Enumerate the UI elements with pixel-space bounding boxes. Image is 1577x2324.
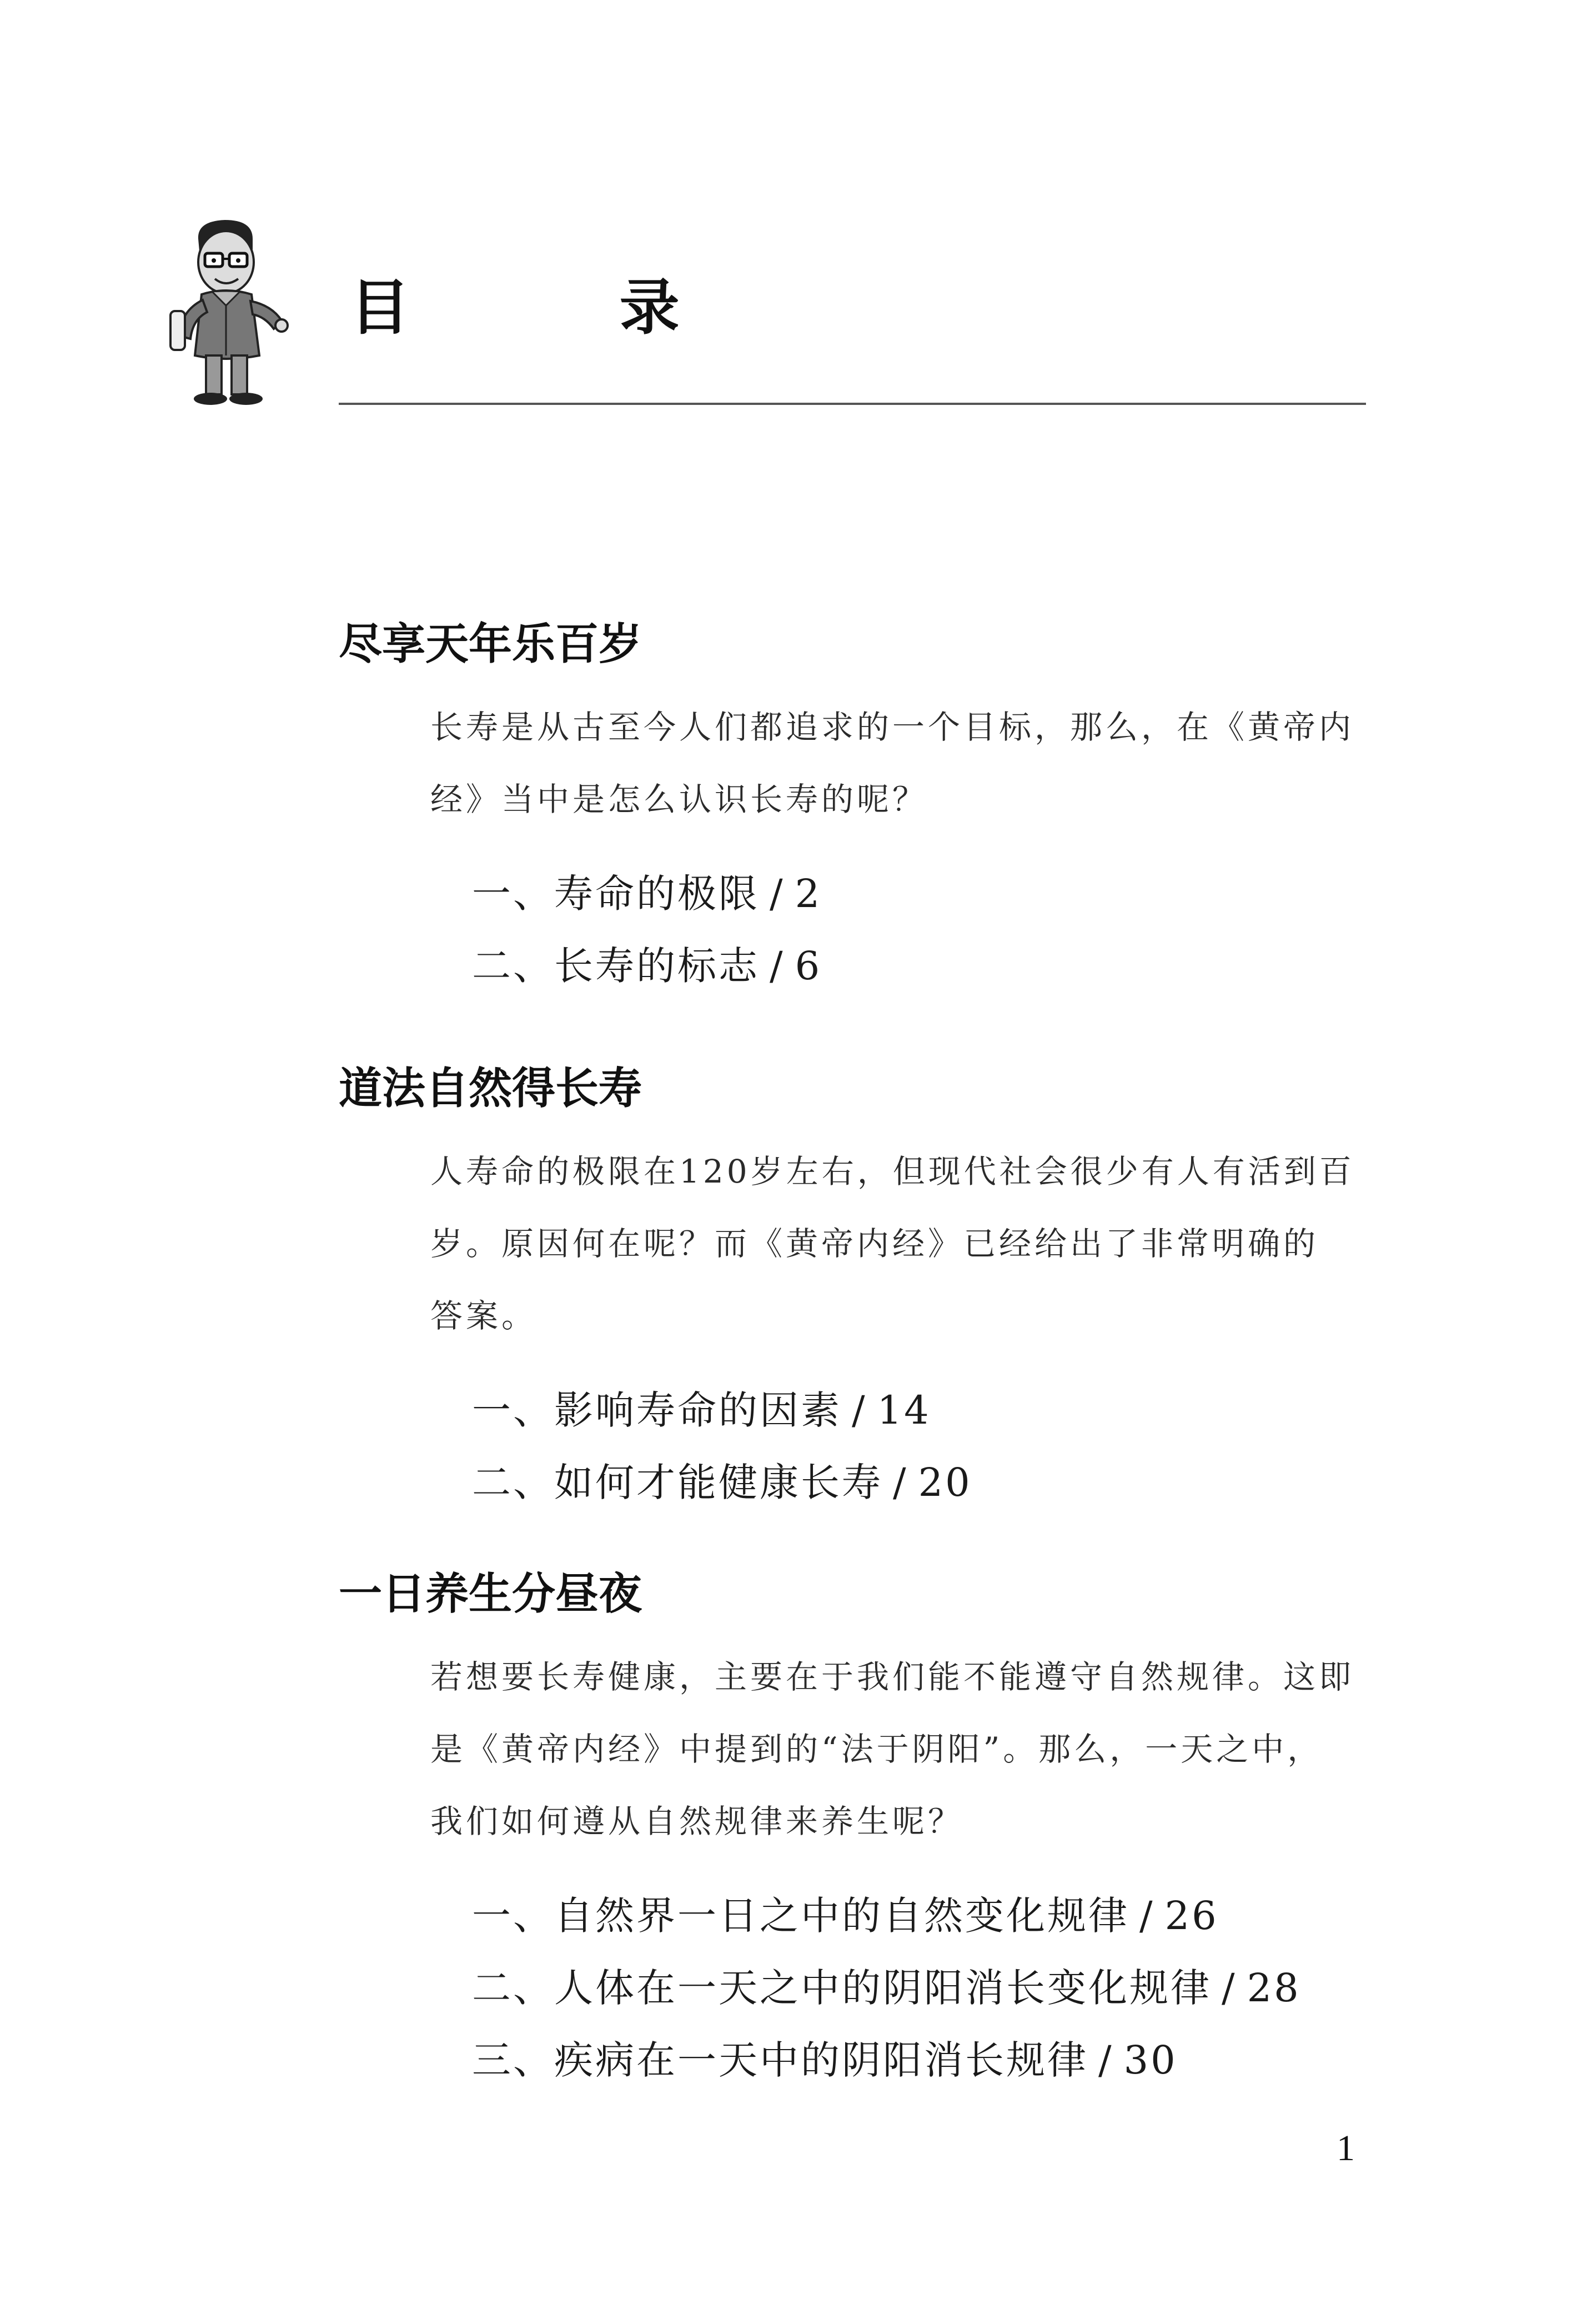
toc-entry[interactable]: 二、如何才能健康长寿 / 20 xyxy=(472,1460,972,1505)
page-number: 1 xyxy=(1337,2128,1355,2168)
section-title: 一日养生分昼夜 xyxy=(339,1569,642,1619)
entry-label: 一、自然界一日之中的自然变化规律 xyxy=(472,1893,1129,1939)
intro-line: 是《黄帝内经》中提到的“法于阴阳”。那么，一天之中， xyxy=(430,1730,1323,1768)
intro-line: 经》当中是怎么认识长寿的呢？ xyxy=(430,780,928,818)
intro-line: 若想要长寿健康，主要在于我们能不能遵守自然规律。这即 xyxy=(430,1658,1355,1696)
entry-page: 2 xyxy=(795,871,822,916)
scholar-mascot-icon xyxy=(164,217,292,408)
toc-section xyxy=(339,1566,1377,2096)
entry-page: 26 xyxy=(1164,1893,1219,1939)
entry-page: 6 xyxy=(795,943,822,989)
section-title: 尽享天年乐百岁 xyxy=(339,619,642,669)
section-title: 道法自然得长寿 xyxy=(339,1064,642,1114)
toc-entry[interactable]: 二、长寿的标志 / 6 xyxy=(472,943,822,989)
intro-line: 人寿命的极限在120岁左右，但现代社会很少有人有活到百 xyxy=(430,1153,1355,1190)
entry-label: 二、如何才能健康长寿 xyxy=(472,1460,883,1505)
header-divider xyxy=(339,403,1366,405)
entry-page: 20 xyxy=(918,1460,972,1505)
entry-page: 14 xyxy=(877,1388,931,1433)
entry-label: 三、疾病在一天中的阴阳消长规律 xyxy=(472,2037,1088,2083)
toc-entry[interactable]: 三、疾病在一天中的阴阳消长规律 / 30 xyxy=(472,2037,1178,2083)
entry-label: 一、寿命的极限 xyxy=(472,871,760,916)
section-intro xyxy=(430,1135,1355,1352)
toc-entry[interactable]: 一、自然界一日之中的自然变化规律 / 26 xyxy=(472,1893,1219,1939)
section-intro xyxy=(430,1641,1355,1857)
intro-line: 岁。原因何在呢？而《黄帝内经》已经给出了非常明确的 xyxy=(430,1225,1319,1263)
toc-entry[interactable]: 一、影响寿命的因素 / 14 xyxy=(472,1388,931,1433)
entry-label: 二、长寿的标志 xyxy=(472,943,760,989)
entry-label: 二、人体在一天之中的阴阳消长变化规律 xyxy=(472,1965,1212,2011)
page-title: 目 录 xyxy=(350,273,774,343)
section-intro xyxy=(430,691,1355,835)
entry-page: 28 xyxy=(1247,1965,1301,2011)
intro-line: 答案。 xyxy=(430,1297,538,1335)
intro-line: 长寿是从古至今人们都追求的一个目标，那么，在《黄帝内 xyxy=(430,708,1355,746)
toc-section xyxy=(339,1061,1377,1519)
entry-page: 30 xyxy=(1123,2037,1178,2083)
toc-entry[interactable]: 二、人体在一天之中的阴阳消长变化规律 / 28 xyxy=(472,1965,1301,2011)
toc-entry[interactable]: 一、寿命的极限 / 2 xyxy=(472,871,822,916)
intro-line: 我们如何遵从自然规律来养生呢？ xyxy=(430,1802,964,1840)
entry-label: 一、影响寿命的因素 xyxy=(472,1388,842,1433)
toc-section xyxy=(339,617,1377,1002)
